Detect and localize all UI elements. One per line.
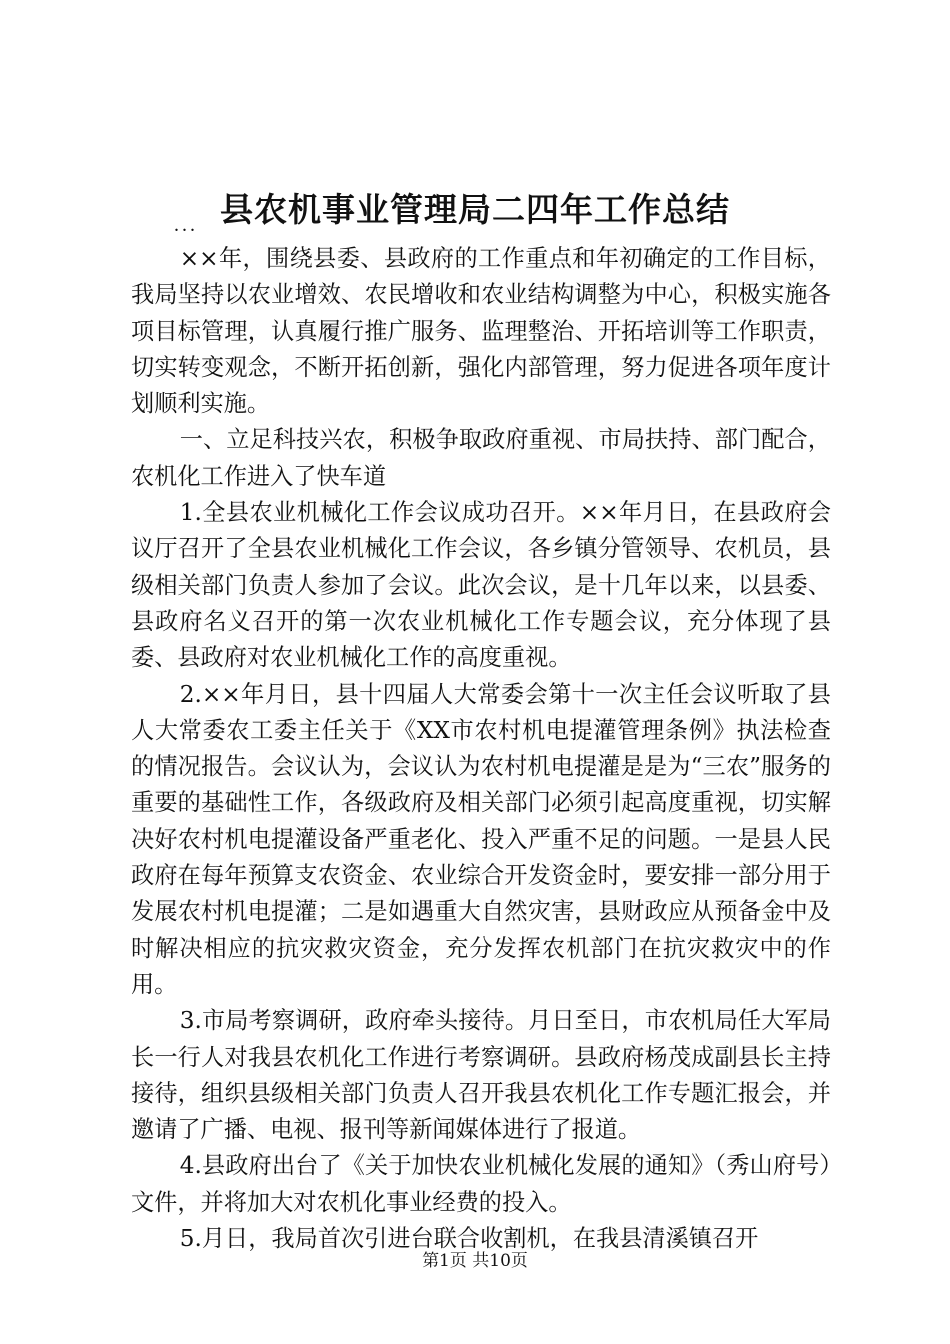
- document-body: [131, 241, 831, 1257]
- paragraph: 5.月日，我局首次引进台联合收割机，在我县清溪镇召开: [179, 1225, 759, 1253]
- paragraph: ××年，围绕县委、县政府的工作重点和年初确定的工作目标，我局坚持以农业增效、农民增收和农业结构调整为中心，积极实施各项目标管理，认真履行推广服务、监理整治、开拓培训等工作职责，切实转变观念，不断开拓创新，强化内部管理，努力促进各项年度计划顺利实施。: [131, 245, 831, 418]
- paragraph: 4.县政府出台了《关于加快农业机械化发展的通知》（秀山府号）文件，并将加大对农机化事业经费的投入。: [131, 1152, 831, 1216]
- section-heading: 一、立足科技兴农，积极争取政府重视、市局扶持、部门配合，农机化工作进入了快车道: [131, 426, 831, 490]
- paragraph: 1.全县农业机械化工作会议成功召开。××年月日，在县政府会议厅召开了全县农业机械化工作会议，各乡镇分管领导、农机员，县级相关部门负责人参加了会议。此次会议，是十几年以来，以县委、县政府名义召开的第一次农业机械化工作专题会议，充分体现了县委、县政府对农业机械化工作的高度重视。: [131, 499, 831, 672]
- page-number-footer: 第1页 共10页: [422, 1251, 528, 1271]
- paragraph: 2.××年月日，县十四届人大常委会第十一次主任会议听取了县人大常委农工委主任关于《XX市农村机电提灌管理条例》执法检查的情况报告。会议认为，会议认为农村机电提灌是是为“三农”服务的重要的基础性工作，各级政府及相关部门必须引起高度重视，切实解决好农村机电提灌设备严重老化、投入严重不足的问题。一是县人民政府在每年预算支农资金、农业综合开发资金时，要安排一部分用于发展农村机电提灌；二是如遇重大自然灾害，县财政应从预备金中及时解决相应的抗灾救灾资金，充分发挥农机部门在抗灾救灾中的作用。: [131, 680, 831, 998]
- ellipsis-mark: ...: [174, 214, 198, 236]
- paragraph: 3.市局考察调研，政府牵头接待。月日至日，市农机局任大军局长一行人对我县农机化工作进行考察调研。县政府杨茂成副县长主持接待，组织县级相关部门负责人召开我县农机化工作专题汇报会，并邀请了广播、电视、报刊等新闻媒体进行了报道。: [131, 1007, 831, 1144]
- document-title: 县农机事业管理局二四年工作总结: [220, 190, 730, 229]
